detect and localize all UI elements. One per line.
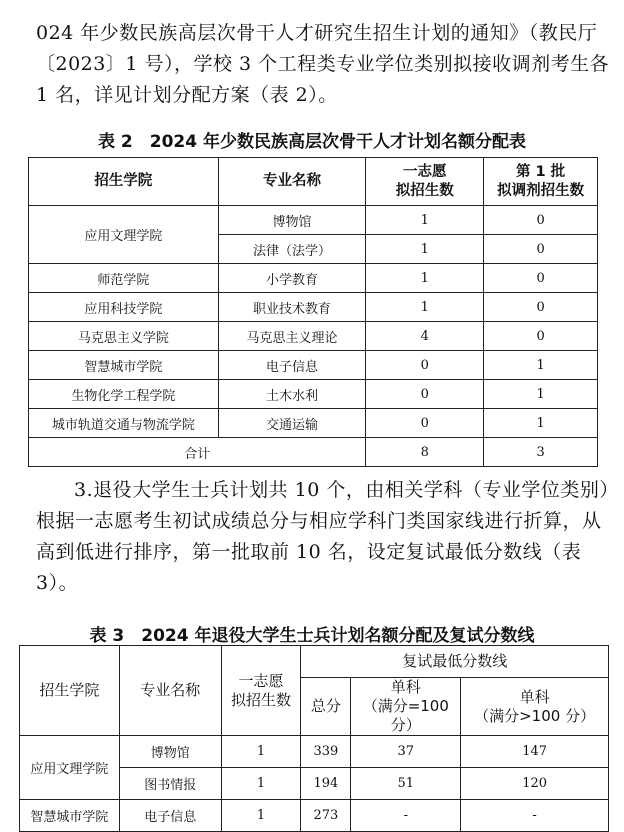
table-row [29,351,598,380]
t2-cell-first: 4 [366,322,484,351]
t2-cell-adjust: 0 [484,293,598,322]
t2-cell-first: 0 [366,380,484,409]
t3-cell-s2: 120 [461,768,609,800]
t2-total-adjust: 3 [484,438,598,467]
t3-header-first: 一志愿 拟招生数 [221,646,301,736]
t3-cell-first: 1 [221,800,301,832]
t3-cell-s2: 147 [461,736,609,768]
table-2 [28,157,598,467]
t2-cell-college: 应用科技学院 [29,293,219,322]
t3-cell-major: 博物馆 [119,736,221,768]
table-row [29,322,598,351]
table3-caption: 表 3 2024 年退役大学生士兵计划名额分配及复试分数线 [89,626,535,646]
t2-header-adjust: 第 1 批 拟调剂招生数 [484,158,598,206]
t3-header-total: 总分 [301,678,351,736]
t2-header-major: 专业名称 [218,158,366,206]
t3-cell-s2: - [461,800,609,832]
table-row [29,380,598,409]
paragraph-1: 024 年少数民族高层次骨干人才研究生招生计划的通知》（教民厅〔2023〕1 号），学校 3 个工程类专业学位类别拟接收调剂考生各 1 名，详见计划分配方案（表 2）。 [36,22,610,106]
table-3 [19,645,609,832]
t2-cell-adjust: 1 [484,409,598,438]
t2-cell-major: 土木水利 [218,380,366,409]
t3-header-group: 复试最低分数线 [301,646,609,678]
t2-header-first: 一志愿 拟招生数 [366,158,484,206]
t3-cell-total: 339 [301,736,351,768]
t3-header-single100: 单科 （满分=100 分） [351,678,461,736]
t2-cell-major: 职业技术教育 [218,293,366,322]
t3-cell-first: 1 [221,736,301,768]
t2-cell-first: 1 [366,206,484,235]
t2-cell-college: 应用文理学院 [29,206,219,264]
t2-cell-major: 法律（法学） [218,235,366,264]
t2-cell-adjust: 1 [484,351,598,380]
table-row [29,206,598,235]
table-row-total [29,438,598,467]
t2-cell-major: 博物馆 [218,206,366,235]
t2-cell-major: 交通运输 [218,409,366,438]
t2-cell-college: 智慧城市学院 [29,351,219,380]
t2-cell-first: 0 [366,409,484,438]
t2-header-college: 招生学院 [29,158,219,206]
t3-cell-s1: 51 [351,768,461,800]
t2-cell-first: 1 [366,264,484,293]
t3-header-college: 招生学院 [20,646,120,736]
paragraph-2: 3.退役大学生士兵计划共 10 个，由相关学科（专业学位类别）根据一志愿考生初试成绩总分与相应学科门类国家线进行折算，从高到低进行排序，第一批取前 10 名，设定复试最低分数线（表 3）。 [36,479,610,594]
t2-cell-major: 电子信息 [218,351,366,380]
t3-cell-first: 1 [221,768,301,800]
t3-cell-major: 图书情报 [119,768,221,800]
table-row [20,736,609,768]
table-row [29,293,598,322]
t3-cell-college: 智慧城市学院 [20,800,120,832]
t3-cell-s1: - [351,800,461,832]
t2-cell-adjust: 0 [484,322,598,351]
t3-header-single-over100: 单科 （满分>100 分） [461,678,609,736]
t2-cell-college: 师范学院 [29,264,219,293]
t2-cell-major: 马克思主义理论 [218,322,366,351]
t2-total-first: 8 [366,438,484,467]
t2-cell-college: 马克思主义学院 [29,322,219,351]
t2-cell-first: 1 [366,235,484,264]
table-row [20,800,609,832]
t2-cell-adjust: 0 [484,235,598,264]
table2-caption: 表 2 2024 年少数民族高层次骨干人才计划名额分配表 [98,132,526,152]
t2-total-label: 合计 [29,438,366,467]
t2-cell-adjust: 0 [484,264,598,293]
t3-cell-major: 电子信息 [119,800,221,832]
t2-cell-major: 小学教育 [218,264,366,293]
t2-cell-college: 生物化学工程学院 [29,380,219,409]
t2-cell-first: 1 [366,293,484,322]
t3-cell-s1: 37 [351,736,461,768]
t3-cell-total: 194 [301,768,351,800]
t2-cell-first: 0 [366,351,484,380]
t3-cell-total: 273 [301,800,351,832]
t3-header-major: 专业名称 [119,646,221,736]
table-row [29,409,598,438]
table-row [29,264,598,293]
t2-cell-college: 城市轨道交通与物流学院 [29,409,219,438]
t2-cell-adjust: 0 [484,206,598,235]
t2-cell-adjust: 1 [484,380,598,409]
t3-cell-college: 应用文理学院 [20,736,120,800]
